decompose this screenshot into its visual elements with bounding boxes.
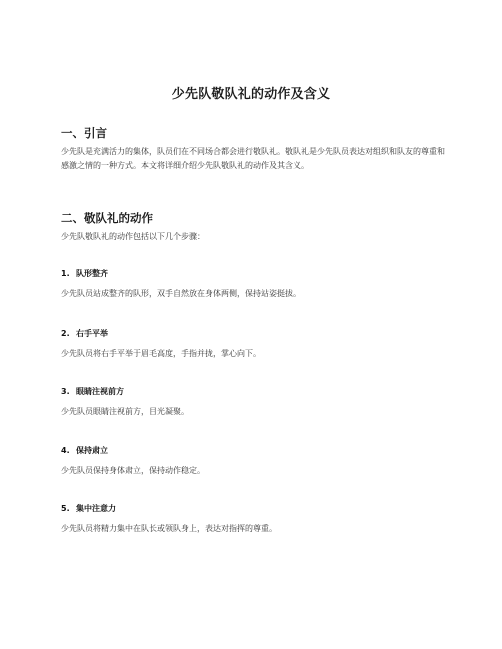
step-description-5: 少先队员将精力集中在队长或领队身上，表达对指挥的尊重。 [61,524,277,533]
salute-actions-intro: 少先队敬队礼的动作包括以下几个步骤： [61,232,205,241]
document-title: 少先队敬队礼的动作及含义 [171,87,331,102]
step-number: 2. [61,329,70,338]
step-title-text: 保持肃立 [76,446,108,455]
step-title-1 [61,268,108,279]
step-title-2 [61,328,108,339]
step-title-5 [61,503,116,514]
step-title-text: 队形整齐 [76,269,108,278]
step-number: 4. [61,446,70,455]
introduction-paragraph: 少先队是充满活力的集体，队员们在不同场合都会进行敬队礼。敬队礼是少先队员表达对组织和队友的尊重和感激之情的一种方式。本文将详细介绍少先队敬队礼的动作及其含义。 [61,147,445,170]
step-description-1: 少先队员站成整齐的队形，双手自然放在身体两侧，保持站姿挺拔。 [61,289,301,298]
section-heading-salute-actions: 二、敬队礼的动作 [61,211,153,225]
step-number: 1. [61,269,70,278]
section-heading-introduction: 一、引言 [61,126,107,140]
step-description-3: 少先队员眼睛注视前方，目光凝聚。 [61,407,189,416]
step-title-text: 集中注意力 [76,504,116,513]
step-title-3 [61,386,124,397]
step-description-4: 少先队员保持身体肃立，保持动作稳定。 [61,466,205,475]
step-title-text: 眼睛注视前方 [76,387,124,396]
step-description-2: 少先队员将右手平举于眉毛高度，手指并拢，掌心向下。 [61,349,261,358]
step-title-text: 右手平举 [76,329,108,338]
step-number: 5. [61,504,70,513]
step-title-4 [61,445,108,456]
step-number: 3. [61,387,70,396]
